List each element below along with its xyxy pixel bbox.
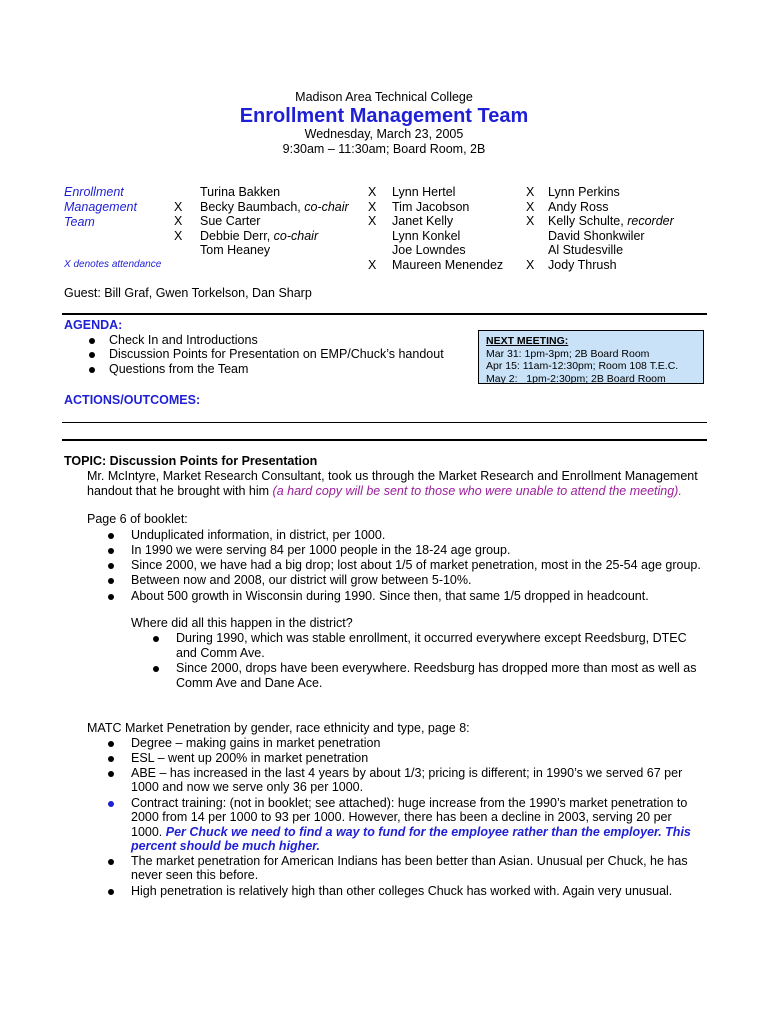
matc-label: MATC Market Penetration by gender, race ethnicity and type, page 8: — [87, 721, 470, 735]
list-item: 2000 from 14 per 1000 to 93 per 1000. However, there has been a decline in 2003, serving 20 per — [131, 810, 672, 824]
list-item: Degree – making gains in market penetration — [131, 736, 381, 750]
team-label-line: Enrollment — [64, 185, 124, 199]
list-item: Contract training: (not in booklet; see attached): huge increase from the 1990’s market penetration to — [131, 796, 688, 810]
member-name: Tim Jacobson — [392, 200, 470, 214]
bullet — [153, 666, 159, 672]
list-item: ESL – went up 200% in market penetration — [131, 751, 369, 765]
topic-intro: Mr. McIntyre, Market Research Consultant, took us through the Market Research and Enrollment Management — [87, 469, 698, 483]
member-name: Lynn Perkins — [548, 185, 620, 199]
list-item: High penetration is relatively high than other colleges Chuck has worked with. Again very unusual. — [131, 884, 673, 898]
list-item: 1000 and now we serve only 36 per 1000. — [131, 780, 364, 794]
list-item: 1000. Per Chuck we need to find a way to fund for the employee rather than the employer. This — [131, 825, 691, 839]
meeting-date: Wednesday, March 23, 2005 — [304, 127, 464, 141]
bullet — [108, 771, 114, 777]
agenda-heading: AGENDA: — [64, 318, 123, 332]
document-title: Enrollment Management Team — [239, 105, 529, 127]
bullet — [108, 594, 114, 600]
meeting-time-place: 9:30am – 11:30am; Board Room, 2B — [282, 142, 486, 156]
attendance-mark: X — [368, 214, 377, 228]
next-meeting-line: Mar 31: 1pm-3pm; 2B Board Room — [486, 347, 650, 360]
member-name: Maureen Menendez — [392, 258, 504, 272]
page6-label: Page 6 of booklet: — [87, 512, 188, 526]
team-label-line: Team — [64, 215, 95, 229]
bullet — [108, 548, 114, 554]
bullet — [153, 636, 159, 642]
list-item: and Comm Ave. — [176, 646, 265, 660]
agenda-item: Questions from the Team — [109, 362, 249, 376]
member-name: Debbie Derr, co-chair — [200, 229, 319, 243]
topic-intro: handout that he brought with him (a hard copy will be sent to those who were unable to attend the meeting). — [87, 484, 682, 498]
list-item: Since 2000, we have had a big drop; lost about 1/5 of market penetration, most in the 25-54 age group. — [131, 558, 701, 572]
agenda-top-rule — [62, 313, 707, 315]
agenda-item: Check In and Introductions — [109, 333, 258, 347]
bullet — [108, 859, 114, 865]
attendance-mark: X — [526, 258, 535, 272]
bullet — [108, 741, 114, 747]
member-name: Andy Ross — [548, 200, 609, 214]
list-item: Between now and 2008, our district will grow between 5-10%. — [131, 573, 472, 587]
member-name: Becky Baumbach, co-chair — [200, 200, 349, 214]
bullet — [108, 756, 114, 762]
bullet — [108, 889, 114, 895]
next-meeting-heading: NEXT MEETING: — [486, 335, 569, 347]
list-item: ABE – has increased in the last 4 years by about 1/3; pricing is different; in 1990’s we served 67 per — [131, 766, 683, 780]
bullet — [89, 338, 95, 344]
list-item: In 1990 we were serving 84 per 1000 people in the 18-24 age group. — [131, 543, 511, 557]
member-name: Lynn Hertel — [392, 185, 456, 199]
bullet — [108, 533, 114, 539]
member-name: Tom Heaney — [200, 243, 271, 257]
next-meeting-line: May 2: 1pm-2:30pm; 2B Board Room — [486, 372, 666, 385]
member-name: Turina Bakken — [200, 185, 281, 199]
team-label-line: Management — [64, 200, 137, 214]
attendance-mark: X — [368, 258, 377, 272]
member-name: Jody Thrush — [548, 258, 617, 272]
list-item: Comm Ave and Dane Ace. — [176, 676, 323, 690]
attendance-mark: X — [368, 200, 377, 214]
attendance-mark: X — [526, 200, 535, 214]
member-name: Sue Carter — [200, 214, 261, 228]
member-name: Al Studesville — [548, 243, 624, 257]
member-name: Lynn Konkel — [392, 229, 461, 243]
attendance-mark: X — [174, 200, 183, 214]
list-item: The market penetration for American Indians has been better than Asian. Unusual per Chuck, he has — [131, 854, 688, 868]
actions-heading: ACTIONS/OUTCOMES: — [64, 393, 201, 407]
attendance-mark: X — [526, 214, 535, 228]
member-name: Joe Lowndes — [392, 243, 466, 257]
bullet — [108, 563, 114, 569]
attendance-mark: X — [368, 185, 377, 199]
list-item: During 1990, which was stable enrollment, it occurred everywhere except Reedsburg, DTEC — [176, 631, 687, 645]
bullet — [108, 578, 114, 584]
next-meeting-line: Apr 15: 11am-12:30pm; Room 108 T.E.C. — [486, 360, 679, 372]
attendance-mark: X — [526, 185, 535, 199]
member-name: Kelly Schulte, recorder — [548, 214, 674, 228]
attendance-note: X denotes attendance — [64, 259, 162, 270]
attendance-mark: X — [174, 214, 183, 228]
attendance-mark: X — [174, 229, 183, 243]
list-item: percent should be much higher. — [131, 839, 320, 853]
guest-line: Guest: Bill Graf, Gwen Torkelson, Dan Sharp — [64, 286, 312, 300]
member-name: David Shonkwiler — [548, 229, 645, 243]
where-label: Where did all this happen in the district? — [131, 616, 353, 630]
list-item: Since 2000, drops have been everywhere. Reedsburg has dropped more than most as well as — [176, 661, 697, 675]
bullet — [89, 352, 95, 358]
next-meeting-box — [478, 330, 704, 384]
member-name: Janet Kelly — [392, 214, 454, 228]
bullet — [108, 801, 114, 807]
bullet — [89, 367, 95, 373]
topic-heading: TOPIC: Discussion Points for Presentation — [64, 454, 318, 468]
list-item: About 500 growth in Wisconsin during 1990. Since then, that same 1/5 dropped in headcount. — [131, 589, 649, 603]
list-item: never seen this before. — [131, 868, 259, 882]
college-name: Madison Area Technical College — [295, 90, 473, 104]
list-item: Unduplicated information, in district, per 1000. — [131, 528, 386, 542]
topic-top-rule — [62, 439, 707, 441]
actions-rule — [62, 422, 707, 423]
agenda-item: Discussion Points for Presentation on EMP/Chuck’s handout — [109, 347, 444, 361]
